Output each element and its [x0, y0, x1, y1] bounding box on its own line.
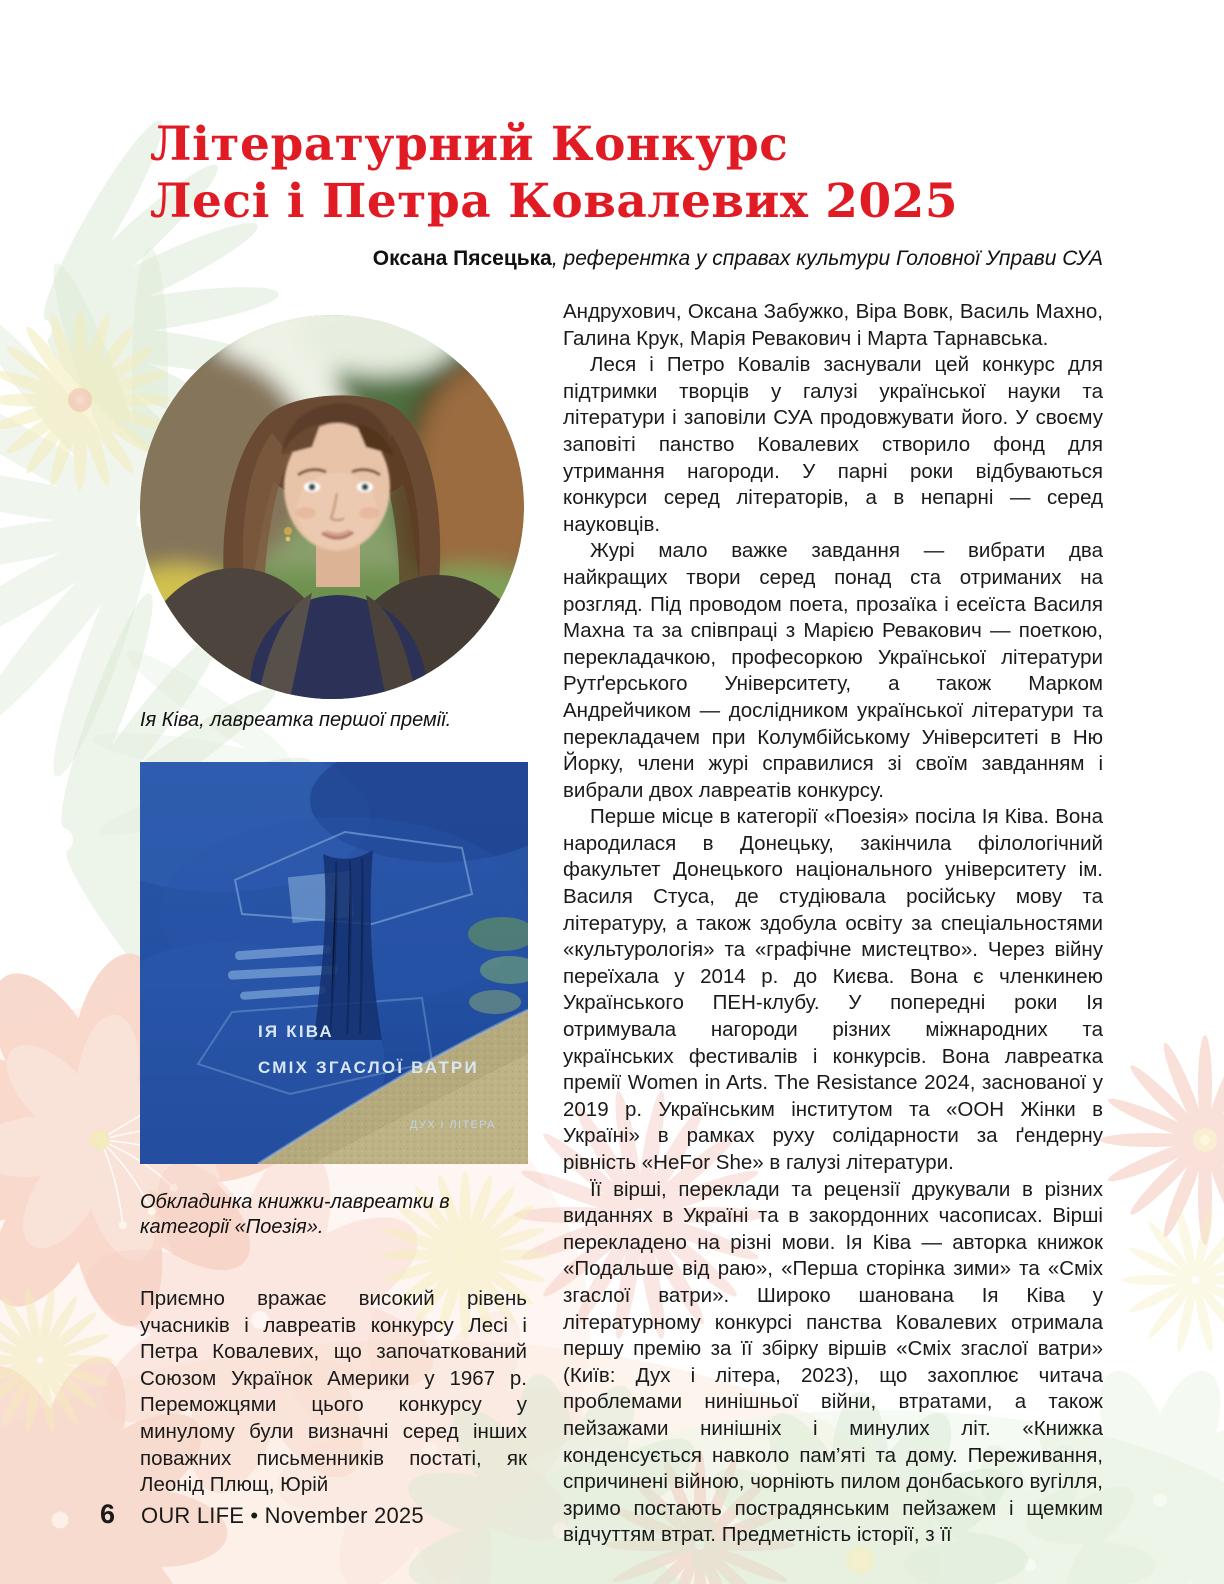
title-line-1: Літературний Конкурс — [150, 117, 789, 172]
article-paragraph: Андрухович, Оксана Забужко, Віра Вовк, Василь Махно, Галина Крук, Марія Ревакович і Марта Тарнавська. — [563, 300, 1103, 350]
byline-role: , референтка у справах культури Головної Управи СУА — [551, 247, 1103, 270]
book-cover-author: ІЯ КІВА — [258, 1022, 334, 1041]
title-line-2: Лесі і Петра Ковалевих 2025 — [150, 174, 959, 229]
byline — [140, 246, 1103, 272]
article-paragraph: Журі мало важке завдання — вибрати два найкращих твори серед понад ста отриманих на розгляд. Під проводом поета, прозаїка і есеїста Василя Махна та за співпраці з Марією Ревакович — поеткою, перекладачкою, професоркою Української літератури Рутґерського Університету, а також Марком Андрейчиком — дослідником української літератури та перекладачем при Колумбійському Університеті в Ню Йорку, члени журі справилися зі своїм завданням і вибрали двох лавреатів конкурсу. — [563, 539, 1103, 802]
page-title — [150, 116, 958, 230]
left-column-paragraph: Приємно вражає високий рівень учасників і лавреатів конкурсу Лесі і Петра Ковалевих, що започаткований Союзом Українок Америки у 1967 р. Переможцями цього конкурсу у минулому були визначні серед інших поважних письменників постаті, як Леонід Плющ, Юрій — [140, 1287, 527, 1497]
book-cover-publisher: ДУХ І ЛІТЕРА — [409, 1119, 496, 1131]
book-cover-art — [140, 762, 528, 1164]
magazine-name-date: OUR LIFE • November 2025 — [141, 1503, 424, 1528]
book-caption: Обкладинка книжки-лавреатки в категорії «Поезія». — [140, 1191, 450, 1238]
page-footer — [100, 1499, 424, 1530]
page-number: 6 — [100, 1499, 116, 1529]
article-paragraph: Перше місце в категорії «Поезія» посіла Ія Ківа. Вона народилася в Донецьку, закінчила філологічний факультет Донецького національного університету ім. Василя Стуса, де студіювала російську мову та літературу, а також здобула освіту за спеціальностями «культурологія» та «графічне мистецтво». Через війну переїхала у 2014 р. до Києва. Вона є членкинею Українського ПЕН-клубу. У попередні роки Ія отримувала нагороди різних міжнародних та українських фестивалів і конкурсів. Вона лавреатка премії Women in Arts. The Resistance 2024, заснованої у 2019 р. Українським інститутом та «ООН Жінки в Україні» в рамках руху солідарности за ґендерну рівність «HeFor She» в галузі літератури. — [563, 805, 1103, 1174]
article-paragraph: Її вірші, переклади та рецензії друкували в різних виданнях в Україні та в закордонних часописах. Вірші перекладено на різні мови. Ія Ківа — авторка книжок «Подальше від раю», «Перша сторінка зими» та «Сміх згаслої ватри». Широко шанована Ія Ківа у літературному конкурсі панства Ковалевих отримала першу премію за її збірку віршів «Сміх згаслої ватри» (Київ: Дух і літера, 2023), що захоплює читача проблемами нинішньої війни, втратами, а також пейзажами нинішніх і минулих літ. «Книжка конденсується навколо пам’яті та дому. Переживання, спричинені війною, чорніють пилом донбаського вугілля, зримо постають пострадянським пейзажем і щемким відчуттям втрат. Предметність історії, з її — [563, 1177, 1103, 1547]
laureate-portrait-photo — [140, 315, 524, 699]
article-paragraph: Леся і Петро Ковалів заснували цей конкурс для підтримки творців у галузі української науки та літератури і заповіли СУА продовжувати його. У своєму заповіті панство Ковалевих створило фонд для утримання нагороди. У парні роки відбуваються конкурси серед літераторів, а в непарні — серед науковців. — [563, 353, 1103, 536]
byline-author: Оксана Пясецька — [372, 247, 552, 270]
photo-caption: Ія Ківа, лавреатка першої премії. — [140, 709, 452, 731]
book-cover — [140, 762, 528, 1164]
right-column — [563, 299, 1103, 1549]
book-cover-title: СМІХ ЗГАСЛОЇ ВАТРИ — [258, 1058, 479, 1077]
left-column — [140, 315, 527, 1499]
